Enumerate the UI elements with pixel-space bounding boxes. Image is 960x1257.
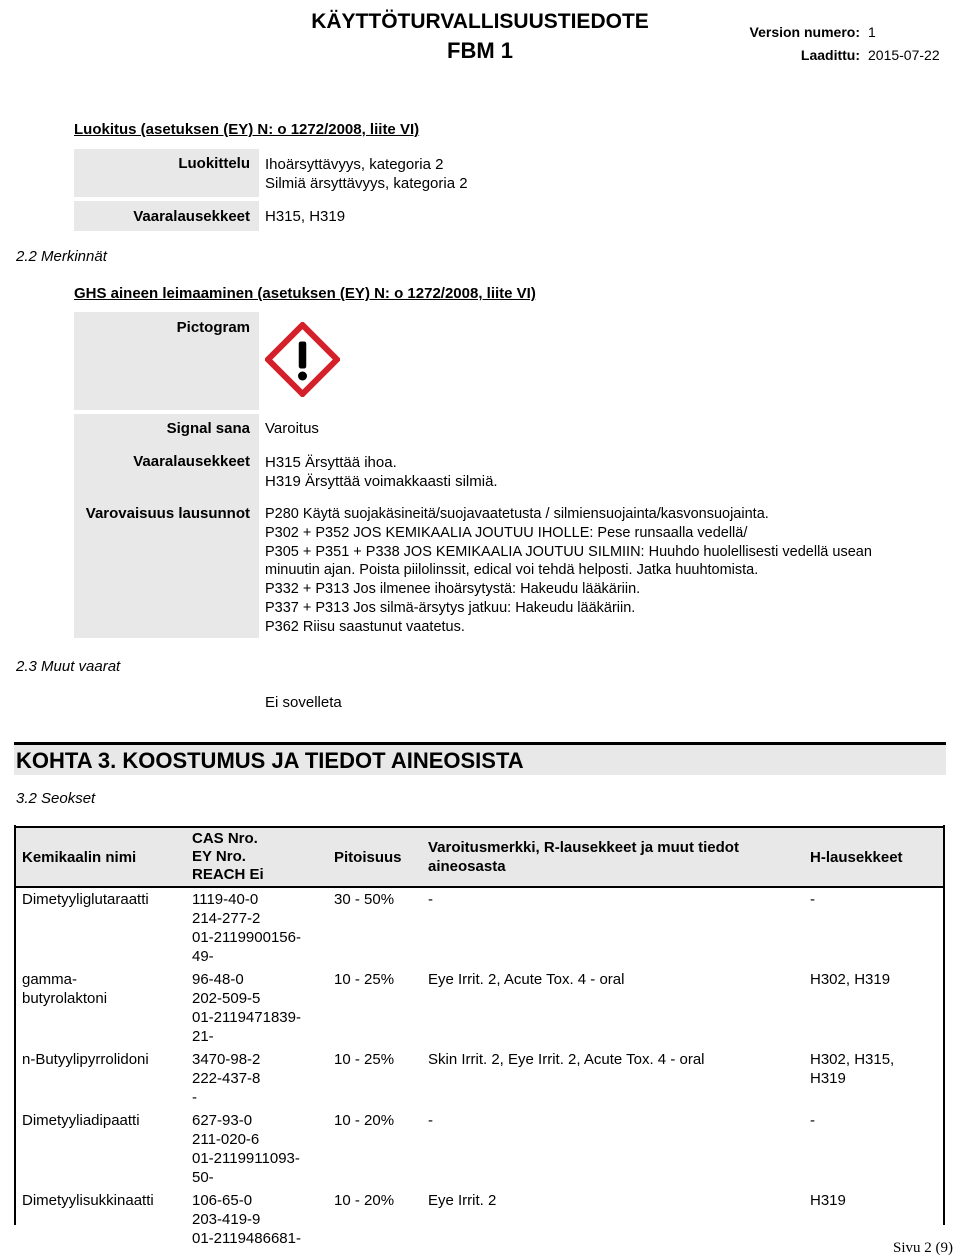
table-left-border: [14, 825, 16, 1225]
table-row: [16, 1048, 944, 1109]
signal-label: Signal sana: [166, 420, 250, 437]
cas-number: 627-93-0: [192, 1112, 253, 1129]
col-header-ey: EY Nro.: [192, 848, 246, 865]
page-number: Sivu 2 (9): [893, 1240, 953, 1256]
table-header-row: [16, 827, 944, 887]
col-header-info-2: aineosasta: [428, 858, 506, 875]
col-header-cas: CAS Nro.: [192, 830, 258, 847]
vaara2-line-2: H319 Ärsyttää voimakkaasti silmiä.: [265, 473, 498, 490]
h-line: H319: [810, 1070, 846, 1087]
cell-h: [804, 1048, 944, 1109]
ghs-heading: GHS aineen leimaaminen (asetuksen (EY) N: o 1272/2008, liite VI): [74, 285, 536, 302]
varo-line-1: P280 Käytä suojakäsineitä/suojavaatetusta / silmiensuojainta/kasvonsuojainta.: [265, 506, 769, 522]
cell-ids: [186, 887, 328, 968]
varo-line-6: P337 + P313 Jos silmä-ärsytys jatkuu: Hakeudu lääkäriin.: [265, 599, 636, 616]
varo-lines: [265, 505, 872, 637]
reach-number-cont: 21-: [192, 1028, 214, 1045]
reach-number-cont: 49-: [192, 948, 214, 965]
cell-h: [804, 968, 944, 1048]
varo-label: Varovaisuus lausunnot: [85, 505, 250, 522]
ey-number: 211-020-6: [192, 1131, 260, 1148]
other-hazards-value: Ei sovelleta: [265, 694, 342, 711]
ey-number: 202-509-5: [192, 990, 261, 1007]
cell-conc: 10 - 25%: [334, 1051, 395, 1068]
reach-number: 01-2119471839-: [192, 1009, 301, 1026]
reach-number: 01-2119486681-: [192, 1230, 301, 1247]
cell-ids: [186, 1048, 328, 1109]
luokittelu-value-2: Silmiä ärsyttävyys, kategoria 2: [265, 175, 468, 192]
section-2-2: 2.2 Merkinnät: [16, 248, 107, 265]
cell-name: [16, 887, 186, 968]
col-header-info-1: Varoitusmerkki, R-lausekkeet ja muut tiedot: [428, 839, 739, 856]
vaara-value: H315, H319: [265, 208, 346, 225]
name-line: n-Butyylipyrrolidoni: [22, 1051, 149, 1068]
varo-line-4: minuutin ajan. Poista piilolinssit, edical voi tehdä helposti. Jatka huuhtomista.: [265, 562, 759, 579]
cas-number: 96-48-0: [192, 971, 244, 988]
table-row: [16, 1109, 944, 1189]
col-header-h: H-lausekkeet: [804, 827, 944, 887]
cell-info: -: [428, 891, 433, 908]
name-line: Dimetyyliadipaatti: [22, 1112, 140, 1129]
h-line: H319: [810, 1192, 846, 1209]
date-label: Laadittu:: [800, 47, 860, 63]
section-2-3: 2.3 Muut vaarat: [16, 658, 121, 675]
cell-h: [804, 1109, 944, 1189]
pictogram-label: Pictogram: [176, 319, 250, 336]
table-row: [16, 968, 944, 1048]
cell-info: Skin Irrit. 2, Eye Irrit. 2, Acute Tox. 4 - oral: [428, 1051, 705, 1068]
section3-heading: KOHTA 3. KOOSTUMUS JA TIEDOT AINEOSISTA: [16, 748, 524, 773]
vaara-label: Vaaralausekkeet: [133, 208, 250, 225]
reach-number: -: [192, 1089, 197, 1106]
name-line: gamma-: [22, 971, 78, 988]
name-line: Dimetyyliglutaraatti: [22, 891, 149, 908]
cell-conc: 10 - 20%: [334, 1192, 395, 1209]
cell-info: Eye Irrit. 2, Acute Tox. 4 - oral: [428, 971, 625, 988]
varo-line-7: P362 Riisu saastunut vaatetus.: [265, 618, 465, 635]
cell-conc: 10 - 25%: [334, 971, 395, 988]
cell-ids: [186, 1189, 328, 1250]
cas-number: 1119-40-0: [192, 891, 259, 908]
ey-number: 214-277-2: [192, 910, 261, 927]
cell-h: [804, 887, 944, 968]
signal-value: Varoitus: [265, 420, 319, 437]
date-value: 2015-07-22: [868, 47, 940, 63]
ey-number: 222-437-8: [192, 1070, 261, 1087]
table-row: [16, 887, 944, 968]
h-line: -: [810, 891, 815, 908]
product-name: FBM 1: [447, 38, 513, 63]
classification-heading: Luokitus (asetuksen (EY) N: o 1272/2008, liite VI): [74, 121, 420, 138]
col-header-reach: REACH Ei: [192, 866, 264, 883]
vaara2-line-1: H315 Ärsyttää ihoa.: [265, 454, 397, 471]
ghs07-exclamation-icon: [265, 322, 340, 397]
varo-line-3: P305 + P351 + P338 JOS KEMIKAALIA JOUTUU SILMIIN: Huuhdo huolellisesti vedellä usean: [265, 543, 872, 560]
col-header-name: Kemikaalin nimi: [16, 827, 186, 887]
section-3-2: 3.2 Seokset: [16, 790, 96, 807]
cell-name: [16, 1189, 186, 1250]
reach-number: 01-2119911093-: [192, 1150, 300, 1167]
cell-conc: 10 - 20%: [334, 1112, 395, 1129]
name-line: butyrolaktoni: [22, 990, 108, 1007]
col-header-conc: Pitoisuus: [328, 827, 422, 887]
luokittelu-label: Luokittelu: [178, 155, 250, 172]
h-line: H302, H319: [810, 971, 891, 988]
cell-conc: 30 - 50%: [334, 891, 395, 908]
cell-name: [16, 968, 186, 1048]
vaara2-lines: [265, 453, 498, 491]
cell-name: [16, 1048, 186, 1109]
vaara2-label: Vaaralausekkeet: [133, 453, 250, 470]
name-line: Dimetyylisukkinaatti: [22, 1192, 154, 1209]
table-row: [16, 1189, 944, 1250]
cell-info: -: [428, 1112, 433, 1129]
cell-ids: [186, 1109, 328, 1189]
h-line: -: [810, 1112, 815, 1129]
table-right-border: [943, 825, 945, 1225]
cas-number: 3470-98-2: [192, 1051, 261, 1068]
composition-table: [16, 826, 944, 1250]
varo-line-5: P332 + P313 Jos ilmenee ihoärsytystä: Hakeudu lääkäriin.: [265, 581, 641, 598]
version-label: Version numero:: [749, 24, 860, 40]
document-title: KÄYTTÖTURVALLISUUSTIEDOTE: [311, 10, 649, 33]
luokittelu-value-1: Ihoärsyttävyys, kategoria 2: [265, 156, 444, 173]
cas-number: 106-65-0: [192, 1192, 253, 1209]
cell-name: [16, 1109, 186, 1189]
col-header-info: [422, 827, 804, 887]
version-value: 1: [868, 24, 876, 40]
reach-number-cont: 50-: [192, 1169, 214, 1186]
h-line: H302, H315,: [810, 1051, 895, 1068]
luokittelu-values: [265, 155, 468, 193]
reach-number: 01-2119900156-: [192, 929, 301, 946]
ey-number: 203-419-9: [192, 1211, 261, 1228]
cell-ids: [186, 968, 328, 1048]
varo-line-2: P302 + P352 JOS KEMIKAALIA JOUTUU IHOLLE: Pese runsaalla vedellä/: [265, 524, 748, 541]
cell-info: Eye Irrit. 2: [428, 1192, 497, 1209]
col-header-ids: [186, 827, 328, 887]
